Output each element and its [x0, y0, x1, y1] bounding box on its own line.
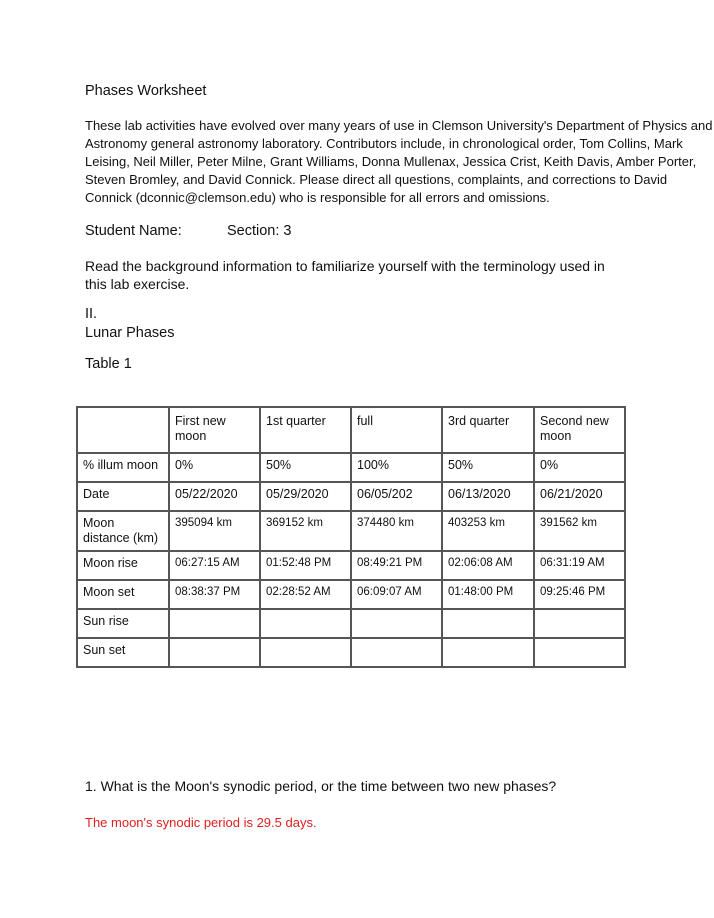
row-label: % illum moon: [77, 453, 169, 482]
answer-1[interactable]: The moon's synodic period is 29.5 days.: [85, 815, 317, 830]
table-cell: 50%: [442, 453, 534, 482]
student-info: [85, 223, 292, 239]
table-cell[interactable]: [351, 609, 442, 638]
table-cell[interactable]: [260, 638, 351, 667]
table-cell: 05/22/2020: [169, 482, 260, 511]
table-cell[interactable]: [442, 609, 534, 638]
table-cell[interactable]: [351, 638, 442, 667]
table-row: [77, 511, 625, 551]
table-cell: 05/29/2020: [260, 482, 351, 511]
table-cell: 06:27:15 AM: [169, 551, 260, 580]
part-heading: [85, 305, 174, 343]
table-cell: 403253 km: [442, 511, 534, 551]
table-cell[interactable]: [534, 638, 625, 667]
table-cell: 01:48:00 PM: [442, 580, 534, 609]
table-row: [77, 482, 625, 511]
section-label: Section: 3: [227, 223, 292, 239]
intro-paragraph: These lab activities have evolved over many years of use in Clemson University's Department of Physics and Astronomy general astronomy laboratory. Contributors include, in chronological order, Tom Collins, Mark Leising, Neil Miller, Peter Milne, Grant Williams, Donna Mullenax, Jessica Crist, Keith Davis, Amber Porter, Steven Bromley, and David Connick. Please direct all questions, complaints, and corrections to David Connick (dconnic@clemson.edu) who is responsible for all errors and omissions.: [85, 118, 713, 205]
table-cell[interactable]: [260, 609, 351, 638]
table-header-cell: full: [351, 407, 442, 453]
table-cell: 100%: [351, 453, 442, 482]
row-label: Moon distance (km): [77, 511, 169, 551]
table-cell[interactable]: [442, 638, 534, 667]
table-row: [77, 638, 625, 667]
row-label: Moon set: [77, 580, 169, 609]
table-header-cell: 3rd quarter: [442, 407, 534, 453]
table-row: [77, 580, 625, 609]
table-cell: 395094 km: [169, 511, 260, 551]
table-cell[interactable]: [534, 609, 625, 638]
row-label: Sun rise: [77, 609, 169, 638]
table-cell[interactable]: [169, 638, 260, 667]
lunar-phases-table: [76, 406, 626, 668]
row-label: Moon rise: [77, 551, 169, 580]
table-cell: 50%: [260, 453, 351, 482]
part-number: II.: [85, 306, 98, 322]
table-cell: 0%: [534, 453, 625, 482]
table-header-cell: Second new moon: [534, 407, 625, 453]
table-row: [77, 551, 625, 580]
table-cell: 06/21/2020: [534, 482, 625, 511]
table-cell[interactable]: [169, 609, 260, 638]
table-cell: 0%: [169, 453, 260, 482]
part-title: Lunar Phases: [85, 325, 175, 341]
table-cell: 06/13/2020: [442, 482, 534, 511]
table-row: [77, 609, 625, 638]
instructions-paragraph: Read the background information to familiarize yourself with the terminology used in this lab exercise.: [85, 258, 605, 292]
table-cell: 01:52:48 PM: [260, 551, 351, 580]
student-name-label: Student Name:: [85, 223, 182, 239]
table-cell: 374480 km: [351, 511, 442, 551]
table-caption: Table 1: [85, 356, 132, 372]
row-label: Sun set: [77, 638, 169, 667]
question-1: 1. What is the Moon's synodic period, or the time between two new phases?: [85, 778, 557, 794]
table-cell: 391562 km: [534, 511, 625, 551]
table-cell: 08:49:21 PM: [351, 551, 442, 580]
table-cell: 369152 km: [260, 511, 351, 551]
table-cell: 06/05/202: [351, 482, 442, 511]
table-header-cell: [77, 407, 169, 453]
row-label: Date: [77, 482, 169, 511]
table-cell: 06:09:07 AM: [351, 580, 442, 609]
table-header-cell: First new moon: [169, 407, 260, 453]
table-row: [77, 453, 625, 482]
page-title: Phases Worksheet: [85, 83, 207, 99]
table-cell: 09:25:46 PM: [534, 580, 625, 609]
table-header-cell: 1st quarter: [260, 407, 351, 453]
table-cell: 02:06:08 AM: [442, 551, 534, 580]
table-cell: 02:28:52 AM: [260, 580, 351, 609]
table-header-row: [77, 407, 625, 453]
table-cell: 08:38:37 PM: [169, 580, 260, 609]
table-cell: 06:31:19 AM: [534, 551, 625, 580]
